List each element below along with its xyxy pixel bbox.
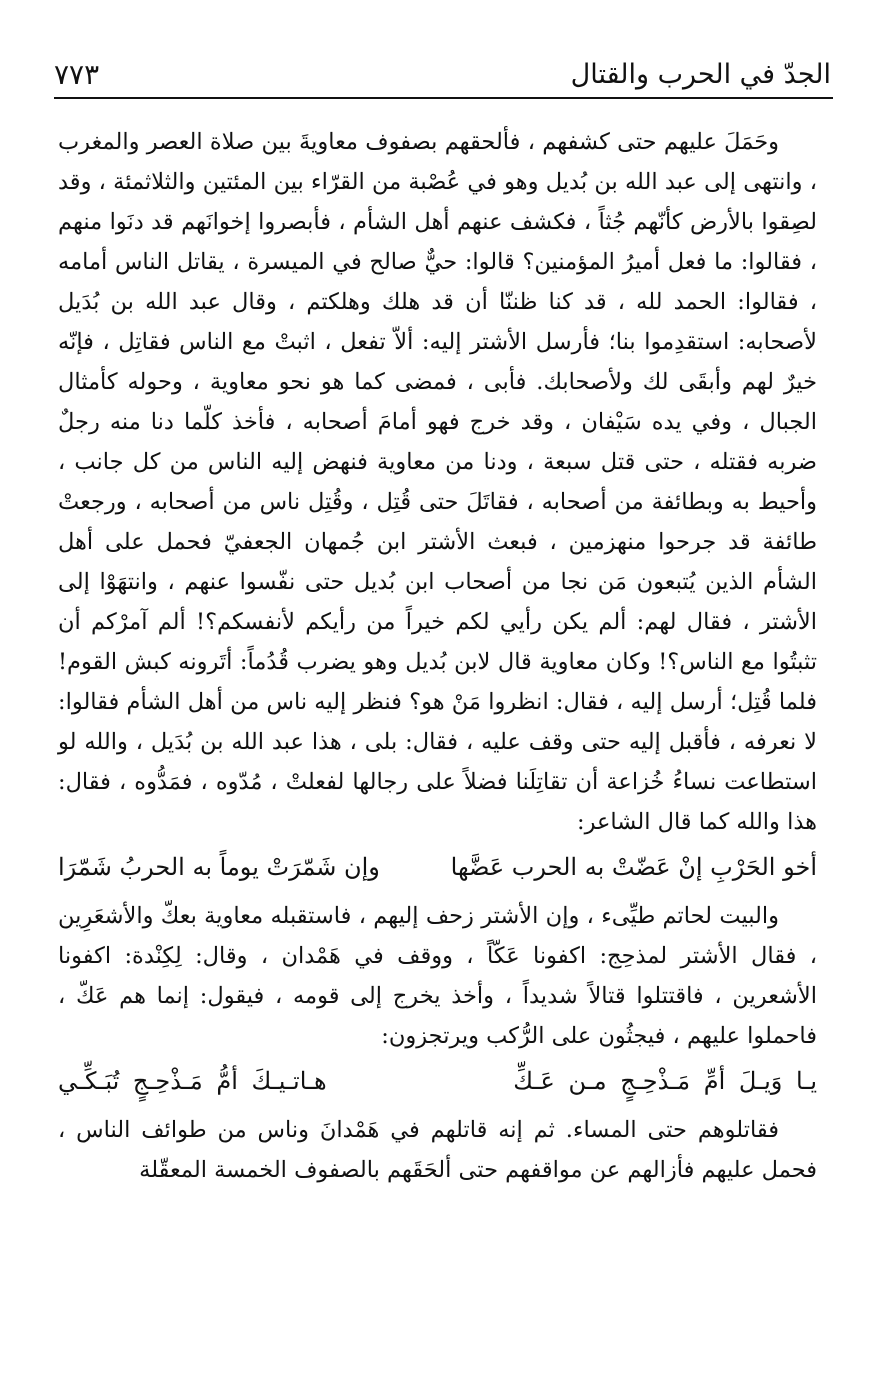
verse-2-first-hemistich: يـا وَيـلَ أمِّ مَـذْحِـجٍ مـن عَـكِّ [513,1067,817,1095]
paragraph-2: والبيت لحاتم طيِّىء ، وإن الأشتر زحف إليهم ، فاستقبله معاوية بعكّ والأشعَرِين ، فقال الأشتر لمذحِج: اكفونا عَكّاً ، ووقف في هَمْدان ، وقال: لِكِنْدة: اكفونا الأشعرين ، فاقتتلوا قتالاً شديداً ، وأخذ يخرج إلى قومه ، فيقول: إنما هم عَكّ ، فاحملوا عليهم ، فيجثُون على الرُّكب ويرتجزون: [58,903,817,1049]
chapter-title: الجدّ في الحرب والقتال [570,59,831,90]
verse-line-1 [58,846,817,888]
header-divider [54,97,833,99]
verse-2-second-hemistich: هـاتـيـكَ أمُّ مَـذْحِـجٍ تُبَـكِّـي [58,1067,327,1095]
main-text [58,122,817,1190]
page-number: ٧٧٣ [54,58,100,91]
paragraph-3: فقاتلوهم حتى المساء. ثم إنه قاتلهم في هَمْدانَ وناس من طوائف الناس ، فحمل عليهم فأزالهم عن مواقفهم حتى ألحَقَهم بالصفوف الخمسة المعقّلة [58,1117,817,1183]
paragraph-1: وحَمَلَ عليهم حتى كشفهم ، فألحقهم بصفوف معاويةَ بين صلاة العصر والمغرب ، وانتهى إلى عبد الله بن بُديل وهو في عُصْبة من القرّاء بين المئتين والثلاثمئة ، وقد لصِقوا بالأرض كأنّهم جُثاً ، فكشف عنهم أهل الشأم ، فأبصروا إخوانَهم قد دنَوا منهم ، فقالوا: ما فعل أميرُ المؤمنين؟ قالوا: حيٌّ صالح في الميسرة ، يقاتل الناس أمامه ، فقالوا: الحمد لله ، قد كنا ظننّا أن قد هلك وهلكتم ، وقال عبد الله بن بُدَيل لأصحابه: استقدِموا بنا؛ فأرسل الأشتر إليه: ألاّ تفعل ، اثبتْ مع الناس فقاتِل ، فإنّه خيرٌ لهم وأبقَى لك ولأصحابك. فأبى ، فمضى كما هو نحو معاوية ، وحوله كأمثال الجبال ، وفي يده سَيْفان ، وقد خرج فهو أمامَ أصحابه ، فأخذ كلّما دنا منه رجلٌ ضربه فقتله ، حتى قتل سبعة ، ودنا من معاوية فنهض إليه الناس من كل جانب ، وأحيط به وبطائفة من أصحابه ، فقاتَلَ حتى قُتِل ، وقُتِل ناس من أصحابه ، ورجعتْ طائفة قد جرحوا منهزمين ، فبعث الأشتر ابن جُمهان الجعفيّ فحمل على أهل الشأم الذين يُتبعون مَن نجا من أصحاب ابن بُديل حتى نفّسوا عنهم ، وانتهَوْا إلى الأشتر ، فقال لهم: ألم يكن رأيي لكم خيراً من رأيكم لأنفسكم؟! ألم آمرْكم أن تثبتُوا مع الناس؟! وكان معاوية قال لابن بُديل وهو يضرب قُدُماً: أتَرونه كبش القوم! فلما قُتِل؛ أرسل إليه ، فقال: انظروا مَنْ هو؟ فنظر إليه ناس من أهل الشأم فقالوا: لا نعرفه ، فأقبل إليه حتى وقف عليه ، فقال: بلى ، هذا عبد الله بن بُدَيل ، والله لو استطاعت نساءُ خُزاعة أن تقاتِلَنا فضلاً على رجالها لفعلتْ ، مُدّوه ، فمَدُّوه ، فقال: هذا والله كما قال الشاعر: [58,129,817,835]
running-header [54,52,831,92]
verse-line-2 [58,1060,817,1102]
verse-1-first-hemistich: أخو الحَرْبِ إنْ عَضّتْ به الحرب عَضَّها [450,853,817,881]
verse-1-second-hemistich: وإن شَمّرَتْ يوماً به الحربُ شَمّرَا [58,853,380,881]
